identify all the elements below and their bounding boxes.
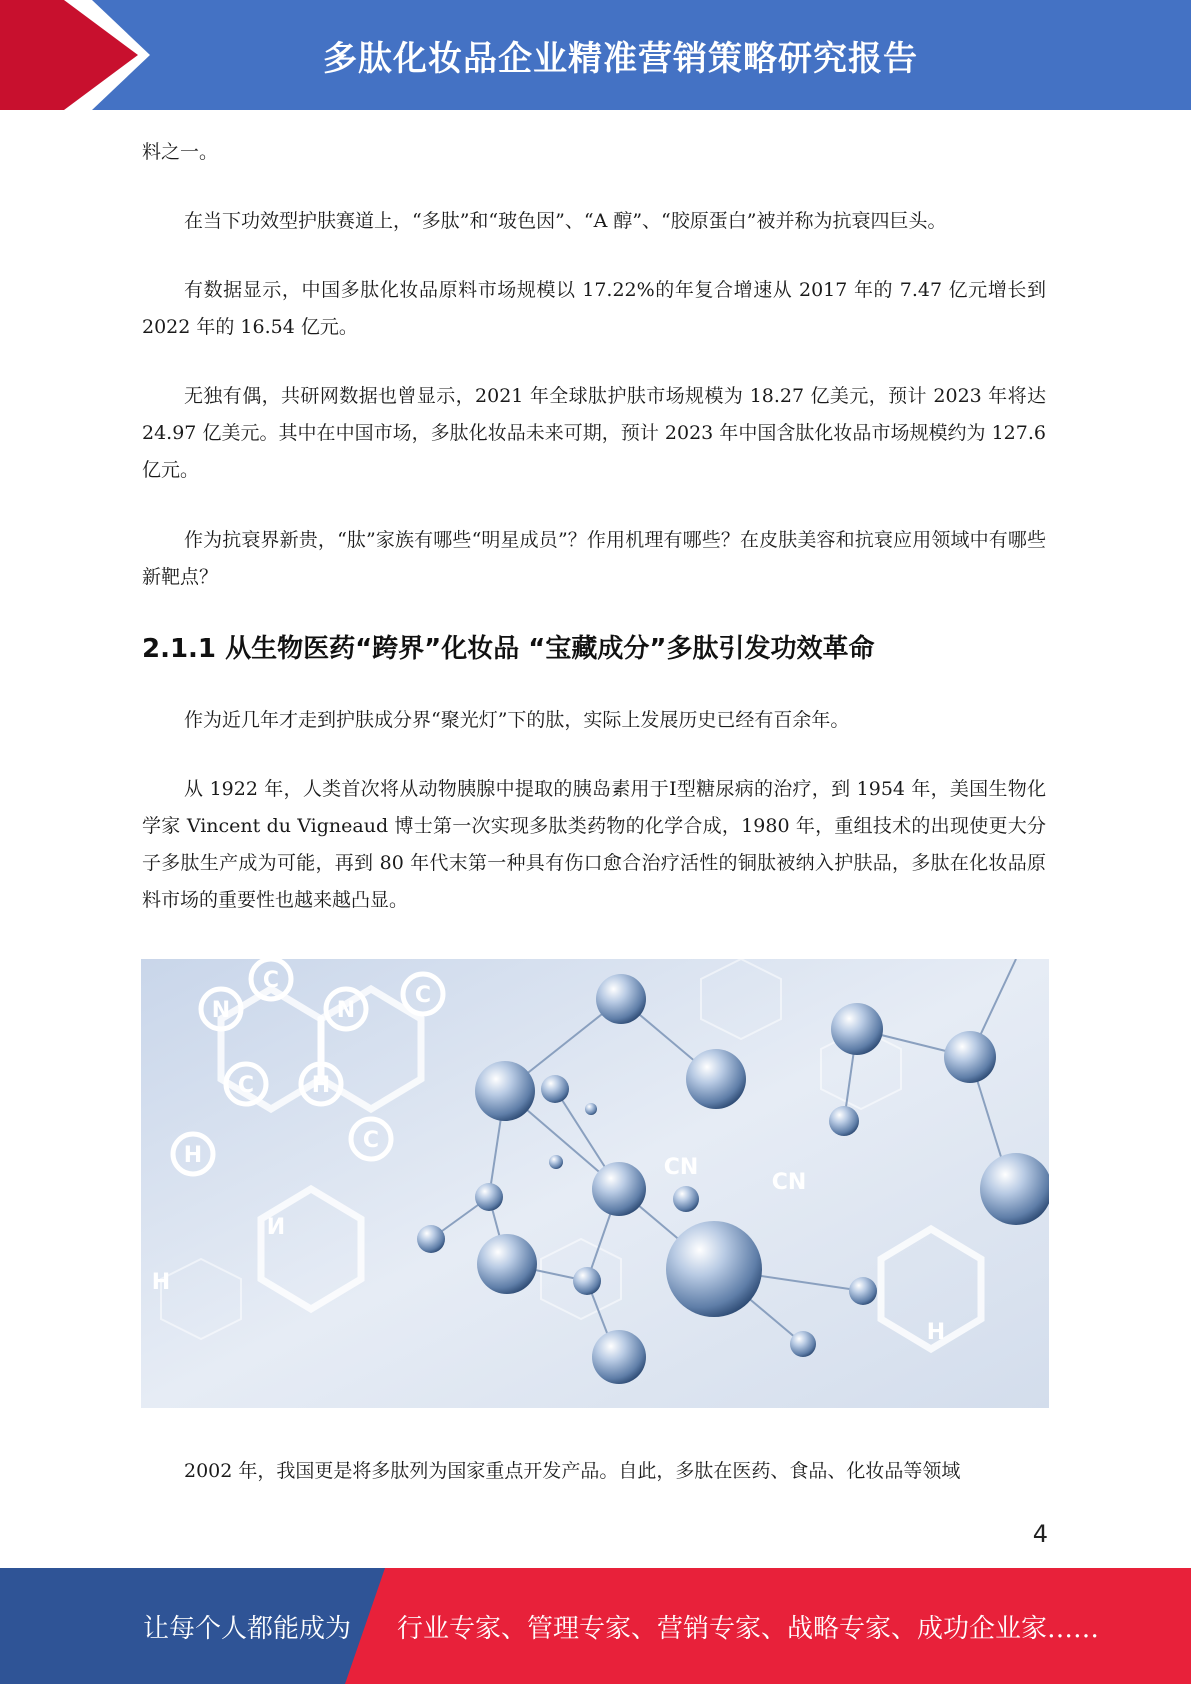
page-header — [0, 0, 1191, 110]
paragraph-market-data: 有数据显示，中国多肽化妆品原料市场规模以 17.22%的年复合增速从 2017 年的 7.47 亿元增长到 2022 年的 16.54 亿元。 — [142, 279, 1046, 338]
svg-text:CN: CN — [663, 1155, 699, 1180]
svg-text:N: N — [211, 998, 231, 1023]
svg-text:C: C — [237, 1073, 255, 1098]
paragraph-history-intro: 作为近几年才走到护肤成分界“聚光灯”下的肽，实际上发展历史已经有百余年。 — [184, 709, 850, 731]
section-heading: 2.1.1 从生物医药“跨界”化妆品 “宝藏成分”多肽引发功效革命 — [142, 634, 875, 664]
svg-text:C: C — [262, 968, 280, 993]
paragraph-questions: 作为抗衰界新贵，“肽”家族有哪些“明星成员”？作用机理有哪些？在皮肤美容和抗衰应用领域中有哪些新靶点？ — [142, 529, 1046, 588]
svg-text:H: H — [151, 1270, 171, 1295]
paragraph-anti-aging: 在当下功效型护肤赛道上，“多肽”和“玻色因”、“A 醇”、“胶原蛋白”被并称为抗衰四巨头。 — [184, 210, 947, 232]
page-number: 4 — [1032, 1520, 1048, 1548]
svg-text:N: N — [336, 998, 356, 1023]
svg-text:H: H — [183, 1143, 203, 1168]
svg-text:H: H — [926, 1320, 946, 1345]
paragraph-national-priority: 2002 年，我国更是将多肽列为国家重点开发产品。自此，多肽在医药、食品、化妆品等领域 — [184, 1460, 961, 1482]
molecule-icon — [141, 959, 1049, 1408]
page-footer — [0, 1568, 1191, 1684]
header-arrow-icon — [0, 0, 160, 110]
svg-text:C: C — [414, 983, 432, 1008]
footer-slogan-left: 让每个人都能成为 — [143, 1613, 352, 1644]
paragraph-history-detail: 从 1922 年，人类首次将从动物胰腺中提取的胰岛素用于Ⅰ型糖尿病的治疗，到 1954 年，美国生物化学家 Vincent du Vigneaud 博士第一次实现多肽类药物的化学合成，1980 年，重组技术的出现使更大分子多肽生产成为可能，再到 80 年代末第一种具有伤口愈合治疗活性的铜肽被纳入护肤品，多肽在化妆品原料市场的重要性也越来越凸显。 — [142, 778, 1046, 911]
molecule-illustration — [141, 959, 1049, 1408]
footer-slogan-right: 行业专家、管理专家、营销专家、战略专家、成功企业家…… — [397, 1613, 1100, 1644]
svg-text:C: C — [362, 1128, 380, 1153]
svg-text:И: И — [266, 1215, 286, 1240]
paragraph-global-market: 无独有偶，共研网数据也曾显示，2021 年全球肽护肤市场规模为 18.27 亿美元，预计 2023 年将达 24.97 亿美元。其中在中国市场，多肽化妆品未来可期，预计 2023 年中国含肽化妆品市场规模约为 127.6 亿元。 — [142, 385, 1046, 481]
report-title: 多肽化妆品企业精准营销策略研究报告 — [323, 38, 918, 79]
paragraph-continuation: 料之一。 — [142, 141, 219, 163]
svg-text:CN: CN — [771, 1170, 807, 1195]
svg-text:H: H — [311, 1073, 331, 1098]
